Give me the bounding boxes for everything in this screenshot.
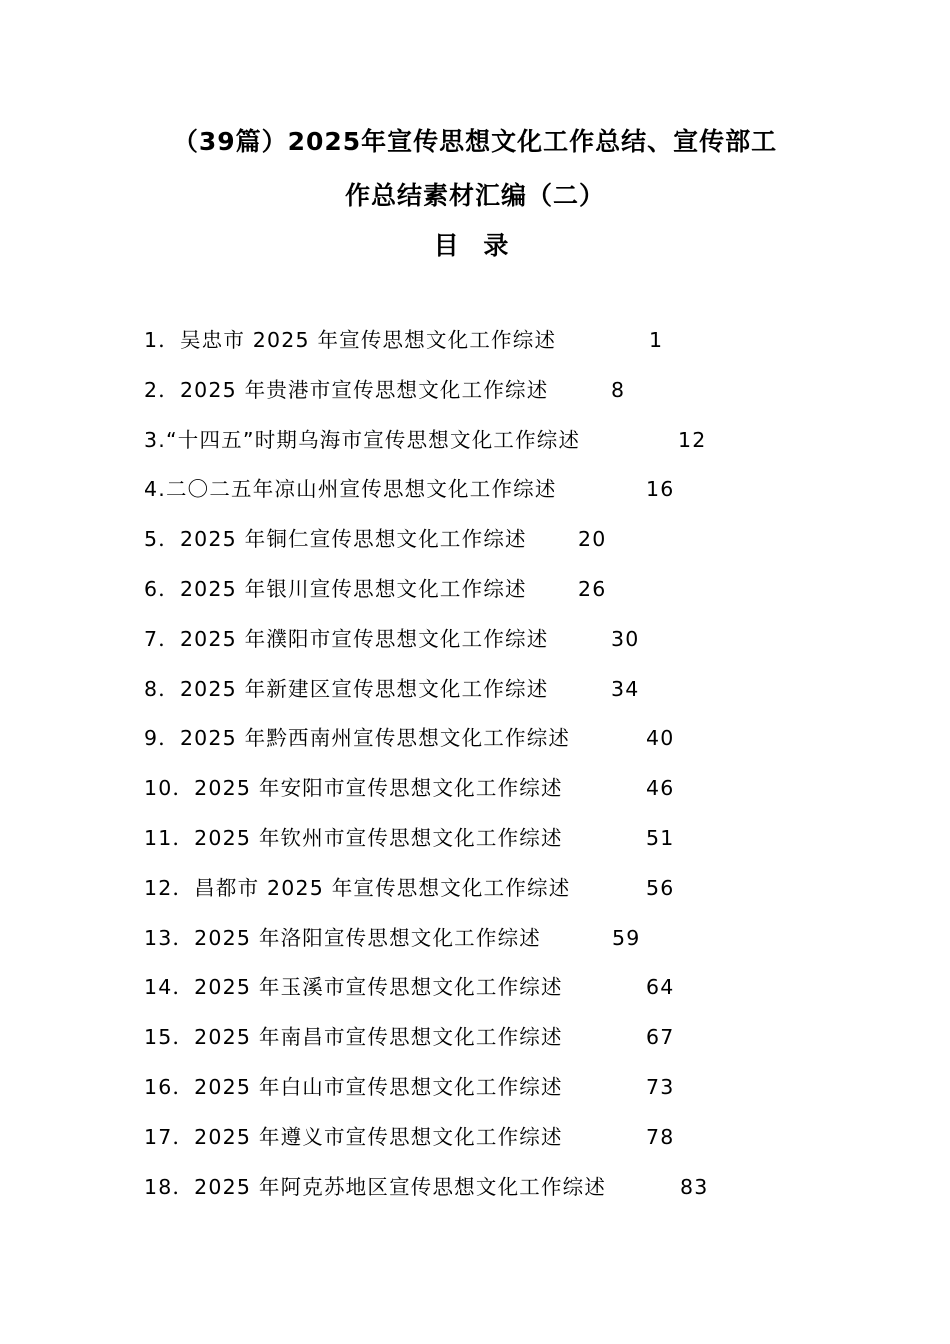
- toc-entry-title: 14．2025 年玉溪市宣传思想文化工作综述: [144, 975, 563, 1000]
- toc-entry: [144, 1171, 764, 1221]
- toc-entry-title: 17．2025 年遵义市宣传思想文化工作综述: [144, 1124, 563, 1149]
- toc-entry-title: 13．2025 年洛阳宣传思想文化工作综述: [144, 925, 541, 950]
- toc-entry-title: 16．2025 年白山市宣传思想文化工作综述: [144, 1074, 563, 1099]
- toc-entry: [144, 1121, 764, 1171]
- toc-entry-page: 59: [612, 925, 641, 950]
- toc-entry: [144, 922, 764, 972]
- toc-entry-title: 4.二〇二五年凉山州宣传思想文化工作综述: [144, 477, 557, 502]
- toc-entry-page: 40: [646, 726, 675, 751]
- toc-entry-page: 56: [646, 875, 675, 900]
- toc-entry: [144, 722, 764, 772]
- toc-entry-title: 2．2025 年贵港市宣传思想文化工作综述: [144, 377, 549, 402]
- toc-entry: [144, 772, 764, 822]
- toc-entry: [144, 424, 764, 474]
- toc-entry: [144, 872, 764, 922]
- toc-entry-page: 12: [678, 427, 707, 452]
- table-of-contents: [144, 324, 764, 1220]
- document-title-line-2: 作总结素材汇编（二）: [344, 181, 605, 210]
- toc-entry-page: 83: [680, 1174, 709, 1199]
- toc-entry: [144, 623, 764, 673]
- toc-entry-page: 20: [578, 527, 607, 552]
- toc-entry: [144, 523, 764, 573]
- toc-entry-page: 51: [646, 825, 675, 850]
- toc-entry-page: 67: [646, 1025, 675, 1050]
- toc-entry: [144, 374, 764, 424]
- toc-entry: [144, 1071, 764, 1121]
- toc-entry-title: 6．2025 年银川宣传思想文化工作综述: [144, 576, 527, 601]
- document-title-line-1: （39篇）2025年宣传思想文化工作总结、宣传部工: [172, 127, 778, 156]
- toc-entry-title: 7．2025 年濮阳市宣传思想文化工作综述: [144, 626, 549, 651]
- toc-entry-title: 5．2025 年铜仁宣传思想文化工作综述: [144, 527, 527, 552]
- toc-entry-title: 10．2025 年安阳市宣传思想文化工作综述: [144, 776, 563, 801]
- toc-heading: 目 录: [433, 231, 517, 260]
- toc-entry-page: 8: [611, 377, 626, 402]
- toc-entry-page: 30: [611, 626, 640, 651]
- toc-entry: [144, 473, 764, 523]
- toc-entry-page: 46: [646, 776, 675, 801]
- toc-entry-page: 73: [646, 1074, 675, 1099]
- toc-entry-title: 12．昌都市 2025 年宣传思想文化工作综述: [144, 875, 571, 900]
- toc-entry-title: 18．2025 年阿克苏地区宣传思想文化工作综述: [144, 1174, 607, 1199]
- toc-entry-page: 78: [646, 1124, 675, 1149]
- toc-entry: [144, 822, 764, 872]
- toc-entry-title: 1．吴忠市 2025 年宣传思想文化工作综述: [144, 328, 557, 352]
- toc-entry-title: 15．2025 年南昌市宣传思想文化工作综述: [144, 1025, 563, 1050]
- toc-entry: [144, 673, 764, 723]
- toc-entry: [144, 573, 764, 623]
- toc-entry-title: 8．2025 年新建区宣传思想文化工作综述: [144, 676, 549, 701]
- toc-entry-page: 64: [646, 975, 675, 1000]
- toc-entry-page: 1: [649, 328, 664, 352]
- toc-entry-title: 11．2025 年钦州市宣传思想文化工作综述: [144, 825, 563, 850]
- toc-entry: [144, 324, 764, 374]
- toc-entry: [144, 1021, 764, 1071]
- toc-entry: [144, 971, 764, 1021]
- toc-entry-title: 9．2025 年黔西南州宣传思想文化工作综述: [144, 726, 571, 751]
- toc-entry-title: 3.“十四五”时期乌海市宣传思想文化工作综述: [144, 427, 581, 452]
- toc-entry-page: 16: [646, 477, 675, 502]
- toc-entry-page: 34: [611, 676, 640, 701]
- toc-entry-page: 26: [578, 576, 607, 601]
